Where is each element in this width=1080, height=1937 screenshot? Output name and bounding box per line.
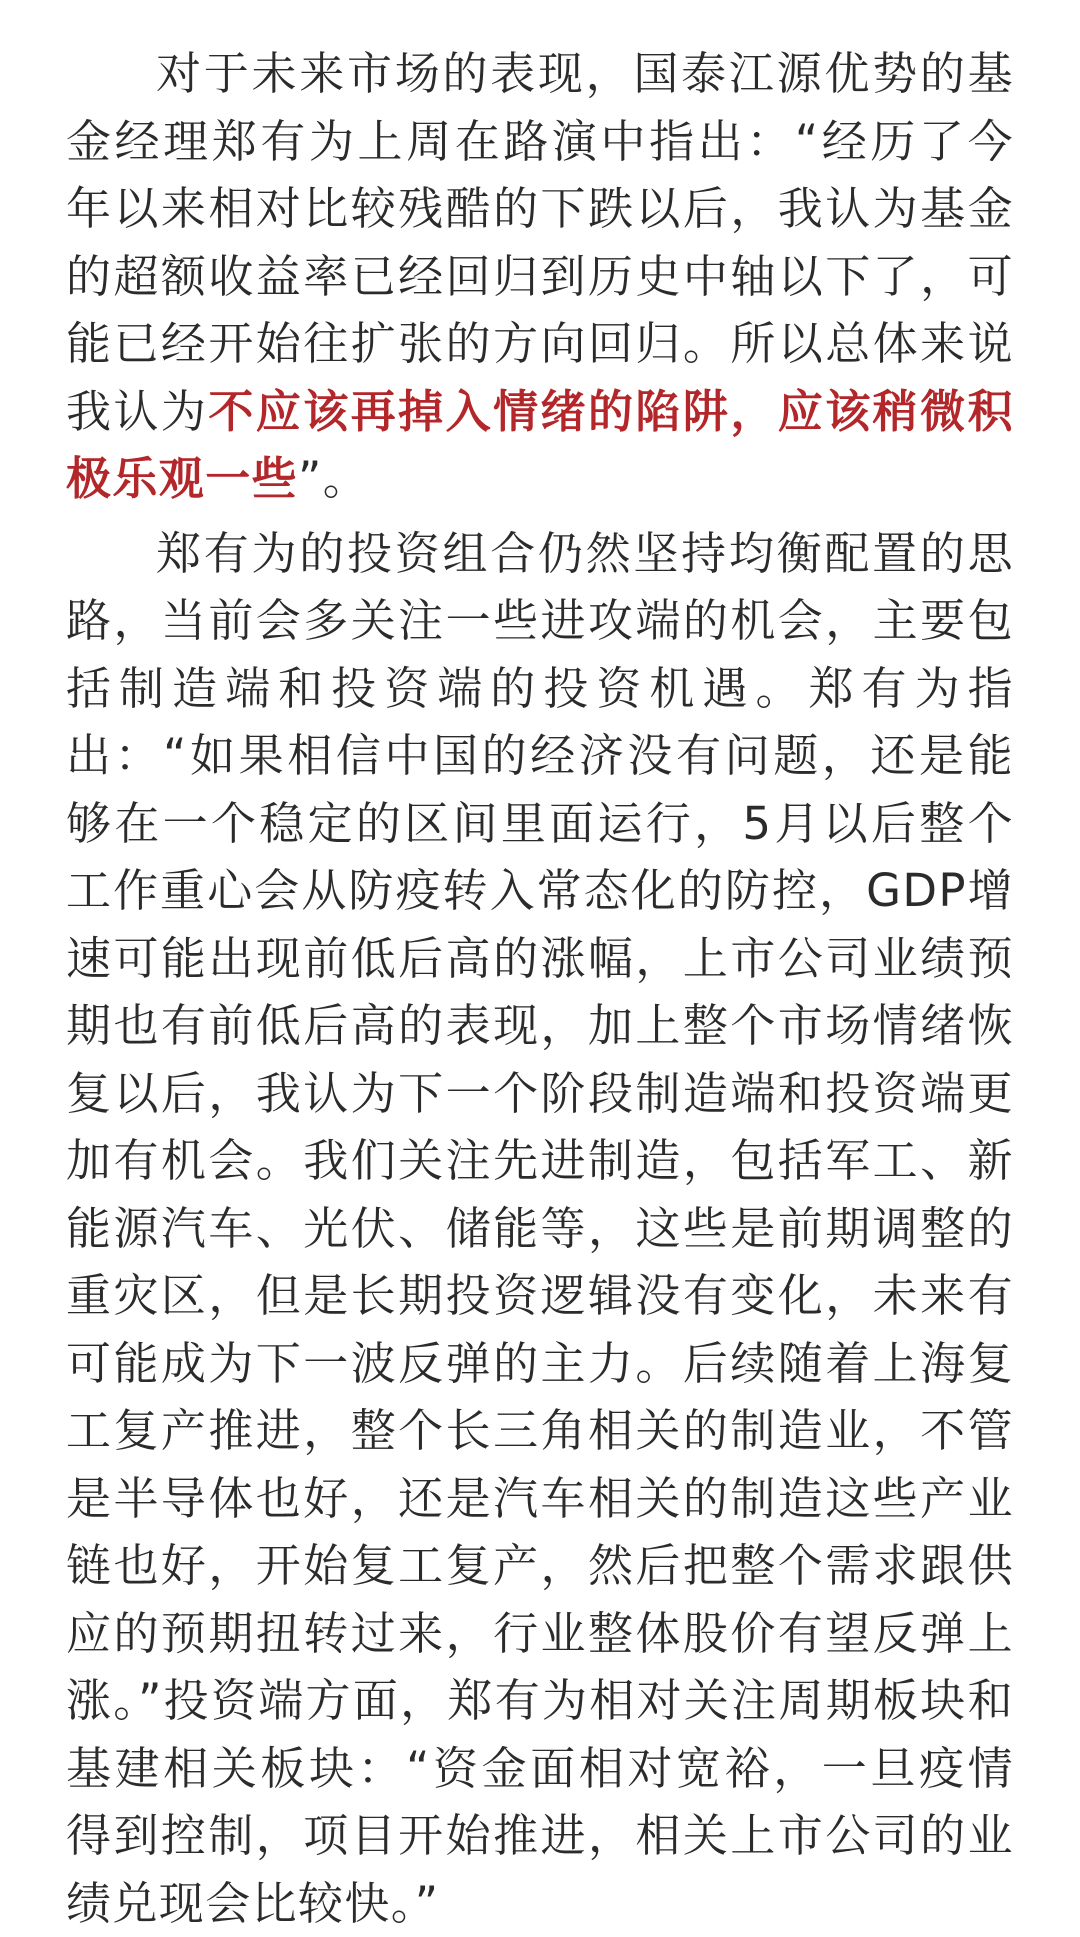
paragraph-text: 对于未来市场的表现，国泰江源优势的基金经理郑有为上周在路演中指出：“经历了今年以来相对比较残酷的下跌以后，我认为基金的超额收益率已经回归到历史中轴以下了，可能已经开始往扩张的方向回归。所以总体来说我认为	[66, 47, 1014, 438]
paragraph-text: ”。	[298, 452, 369, 505]
article-paragraph	[66, 40, 1014, 513]
article-body	[66, 40, 1014, 1937]
highlighted-quote: 不应该再掉入情绪的陷阱，应该稍微积极乐观一些	[66, 385, 1014, 506]
article-paragraph: 郑有为的投资组合仍然坚持均衡配置的思路，当前会多关注一些进攻端的机会，主要包括制造端和投资端的投资机遇。郑有为指出：“如果相信中国的经济没有问题，还是能够在一个稳定的区间里面运行，5月以后整个工作重心会从防疫转入常态化的防控，GDP增速可能出现前低后高的涨幅，上市公司业绩预期也有前低后高的表现，加上整个市场情绪恢复以后，我认为下一个阶段制造端和投资端更加有机会。我们关注先进制造，包括军工、新能源汽车、光伏、储能等，这些是前期调整的重灾区，但是长期投资逻辑没有变化，未来有可能成为下一波反弹的主力。后续随着上海复工复产推进，整个长三角相关的制造业，不管是半导体也好，还是汽车相关的制造这些产业链也好，开始复工复产，然后把整个需求跟供应的预期扭转过来，行业整体股价有望反弹上涨。”投资端方面，郑有为相对关注周期板块和基建相关板块：“资金面相对宽裕，一旦疫情得到控制，项目开始推进，相关上市公司的业绩兑现会比较快。”	[66, 520, 1014, 1937]
